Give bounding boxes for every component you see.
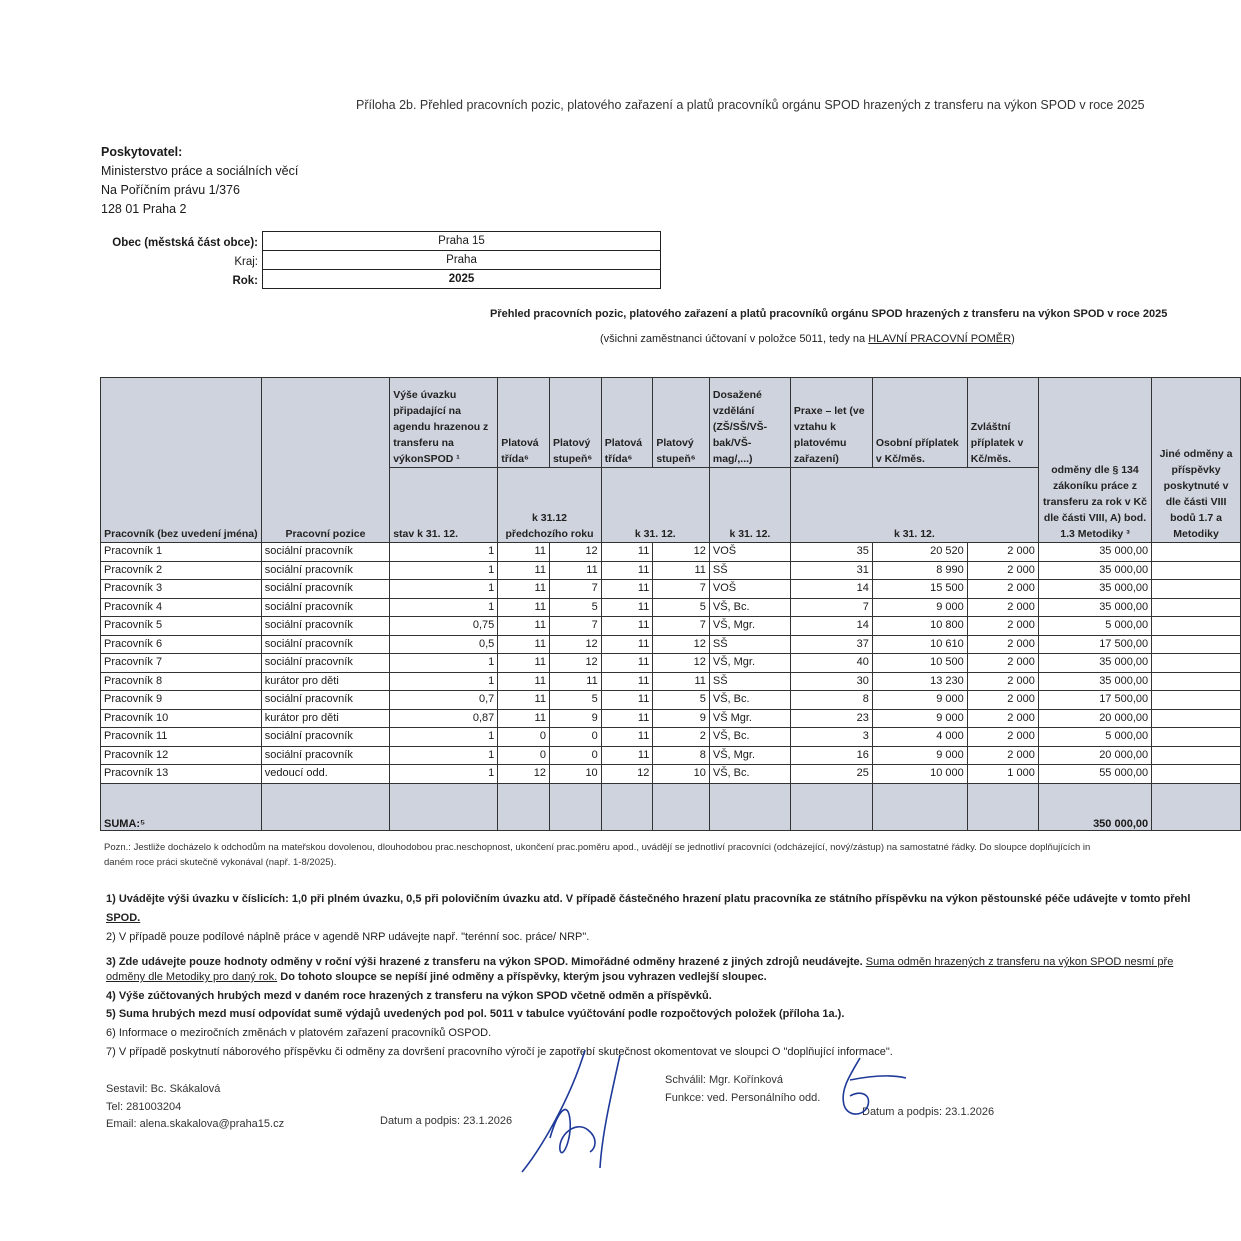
uvazek-cell: 1: [390, 728, 498, 747]
position-cell: sociální pracovník: [261, 580, 389, 599]
stupen-prev-cell: 10: [549, 765, 601, 784]
header-vzdelani: Dosažené vzdělání (ZŠ/SŠ/VŠ-bak/VŠ-mag/,...): [709, 378, 790, 468]
jine-cell: [1152, 561, 1241, 580]
praxe-cell: 23: [790, 709, 872, 728]
sum-cell: [390, 783, 498, 830]
vzdelani-cell: VŠ, Mgr.: [709, 654, 790, 673]
odmeny-cell: 5 000,00: [1038, 617, 1151, 636]
rok-value: 2025: [262, 269, 661, 289]
stupen-prev-cell: 0: [549, 728, 601, 747]
vzdelani-cell: SŠ: [709, 561, 790, 580]
provider-line-2: Na Poříčním právu 1/376: [101, 183, 240, 197]
jine-cell: [1152, 580, 1241, 599]
position-cell: sociální pracovník: [261, 746, 389, 765]
position-cell: vedoucí odd.: [261, 765, 389, 784]
odmeny-cell: 35 000,00: [1038, 561, 1151, 580]
stupen-cur-cell: 11: [653, 672, 710, 691]
vzdelani-cell: VOŠ: [709, 580, 790, 599]
header-zvlastni: Zvláštní příplatek v Kč/měs.: [967, 378, 1038, 468]
zvlastni-cell: 2 000: [967, 635, 1038, 654]
odmeny-cell: 20 000,00: [1038, 709, 1151, 728]
footnote-3c: odměny dle Metodiky pro daný rok.: [106, 971, 278, 983]
header-jine: Jiné odměny a příspěvky poskytnuté v dle části VIII bodů 1.7 a Metodiky: [1152, 378, 1241, 543]
sum-cell: [601, 783, 653, 830]
odmeny-cell: 35 000,00: [1038, 598, 1151, 617]
praxe-cell: 3: [790, 728, 872, 747]
stupen-prev-cell: 12: [549, 543, 601, 562]
vzdelani-cell: VŠ, Mgr.: [709, 617, 790, 636]
sum-cell: [498, 783, 550, 830]
trida-cur-cell: 12: [601, 765, 653, 784]
schvalil-funkce: Funkce: ved. Personálního odd.: [665, 1092, 821, 1104]
vzdelani-cell: VŠ, Bc.: [709, 728, 790, 747]
odmeny-cell: 35 000,00: [1038, 654, 1151, 673]
jine-cell: [1152, 598, 1241, 617]
sum-cell: [549, 783, 601, 830]
header-uvazek-sub: stav k 31. 12.: [390, 468, 498, 543]
note-line-2: daném roce práci skutečně vykonával (např. 1-8/2025).: [104, 857, 337, 868]
stupen-cur-cell: 11: [653, 561, 710, 580]
uvazek-cell: 0,75: [390, 617, 498, 636]
header-uvazek: Výše úvazku připadající na agendu hrazenou z transferu na výkonSPOD ¹: [390, 378, 498, 468]
sestavil: Sestavil: Bc. Skákalová: [106, 1083, 221, 1095]
odmeny-cell: 35 000,00: [1038, 543, 1151, 562]
trida-cur-cell: 11: [601, 580, 653, 599]
worker-cell: Pracovník 4: [101, 598, 262, 617]
note-line-1: Pozn.: Jestliže docházelo k odchodům na mateřskou dovolenou, dlouhodobou prac.neschopnost, ukončení prac.poměru apod., uvádějí se jednotliví pracovníci (odcházející, nový/zástup) na samostatné řádky. Do sloupce doplňujících in: [104, 842, 1091, 853]
footnote-3-cont: [106, 971, 767, 983]
header-group-sub: k 31. 12.: [790, 468, 1038, 543]
zvlastni-cell: 2 000: [967, 598, 1038, 617]
jine-cell: [1152, 709, 1241, 728]
odmeny-cell: 20 000,00: [1038, 746, 1151, 765]
odmeny-cell: 35 000,00: [1038, 672, 1151, 691]
trida-cur-cell: 11: [601, 709, 653, 728]
uvazek-cell: 1: [390, 580, 498, 599]
zvlastni-cell: 2 000: [967, 746, 1038, 765]
staff-table: [100, 377, 1241, 831]
signature-2-icon: [830, 1050, 920, 1130]
provider-line-3: 128 01 Praha 2: [101, 202, 187, 216]
trida-prev-cell: 11: [498, 635, 550, 654]
trida-prev-cell: 0: [498, 746, 550, 765]
zvlastni-cell: 2 000: [967, 543, 1038, 562]
praxe-cell: 16: [790, 746, 872, 765]
table-row: [101, 709, 1241, 728]
osobni-cell: 10 000: [872, 765, 967, 784]
trida-cur-cell: 11: [601, 561, 653, 580]
sestavil-tel: Tel: 281003204: [106, 1101, 182, 1113]
worker-cell: Pracovník 8: [101, 672, 262, 691]
zvlastni-cell: 2 000: [967, 728, 1038, 747]
jine-cell: [1152, 746, 1241, 765]
table-title: Přehled pracovních pozic, platového zařazení a platů pracovníků orgánu SPOD hrazených z transferu na výkon SPOD v roce 2025: [490, 308, 1168, 320]
jine-cell: [1152, 728, 1241, 747]
footnote-7: 7) V případě poskytnutí náborového příspěvku či odměny za dovršení pracovního výročí je zapotřebí skutečnost okomentovat ve sloupci O "doplňující informace".: [106, 1046, 893, 1058]
vzdelani-cell: VOŠ: [709, 543, 790, 562]
position-cell: sociální pracovník: [261, 654, 389, 673]
signature-1-icon: [510, 1040, 660, 1180]
sum-cell: [790, 783, 872, 830]
trida-prev-cell: 11: [498, 691, 550, 710]
jine-cell: [1152, 691, 1241, 710]
trida-cur-cell: 11: [601, 672, 653, 691]
provider-line-1: Ministerstvo práce a sociálních věcí: [101, 164, 299, 178]
praxe-cell: 30: [790, 672, 872, 691]
stupen-prev-cell: 9: [549, 709, 601, 728]
praxe-cell: 37: [790, 635, 872, 654]
header-vzdelani-sub: k 31. 12.: [709, 468, 790, 543]
vzdelani-cell: VŠ, Mgr.: [709, 746, 790, 765]
stupen-prev-cell: 11: [549, 561, 601, 580]
jine-cell: [1152, 765, 1241, 784]
osobni-cell: 10 610: [872, 635, 967, 654]
vzdelani-cell: VŠ Mgr.: [709, 709, 790, 728]
header-osobni: Osobní příplatek v Kč/měs.: [872, 378, 967, 468]
position-cell: kurátor pro děti: [261, 672, 389, 691]
stupen-cur-cell: 2: [653, 728, 710, 747]
sum-cell: [1152, 783, 1241, 830]
position-cell: sociální pracovník: [261, 635, 389, 654]
uvazek-cell: 1: [390, 598, 498, 617]
footnote-1: 1) Uvádějte výši úvazku v číslicích: 1,0 při plném úvazku, 0,5 při polovičním úvazku atd. V případě částečného hrazení platu pracovníka ze státního příspěvku na výkon pěstounské péče udávejte v tomto přehl: [106, 893, 1191, 905]
kraj-value: Praha: [262, 250, 661, 270]
worker-cell: Pracovník 2: [101, 561, 262, 580]
header-odmeny: odměny dle § 134 zákoníku práce z transferu za rok v Kč dle části VIII, A) bod. 1.3 Metodiky ³: [1038, 378, 1151, 543]
zvlastni-cell: 2 000: [967, 672, 1038, 691]
stupen-prev-cell: 11: [549, 672, 601, 691]
trida-prev-cell: 11: [498, 561, 550, 580]
trida-cur-cell: 11: [601, 654, 653, 673]
worker-cell: Pracovník 10: [101, 709, 262, 728]
vzdelani-cell: VŠ, Bc.: [709, 691, 790, 710]
table-row: [101, 617, 1241, 636]
zvlastni-cell: 2 000: [967, 709, 1038, 728]
osobni-cell: 13 230: [872, 672, 967, 691]
uvazek-cell: 1: [390, 672, 498, 691]
vzdelani-cell: SŠ: [709, 672, 790, 691]
trida-prev-cell: 11: [498, 543, 550, 562]
worker-cell: Pracovník 9: [101, 691, 262, 710]
table-row: [101, 672, 1241, 691]
zvlastni-cell: 2 000: [967, 691, 1038, 710]
uvazek-cell: 1: [390, 746, 498, 765]
osobni-cell: 8 990: [872, 561, 967, 580]
table-row: [101, 598, 1241, 617]
stupen-prev-cell: 5: [549, 598, 601, 617]
sum-cell: [967, 783, 1038, 830]
worker-cell: Pracovník 5: [101, 617, 262, 636]
trida-cur-cell: 11: [601, 635, 653, 654]
trida-cur-cell: 11: [601, 691, 653, 710]
footnote-5: 5) Suma hrubých mezd musí odpovídat sumě výdajů uvedených pod pol. 5011 v tabulce vyúčtování podle rozpočtových položek (příloha 1a.).: [106, 1008, 845, 1020]
schvalil: Schválil: Mgr. Kořínková: [665, 1074, 783, 1086]
trida-prev-cell: 11: [498, 617, 550, 636]
zvlastni-cell: 1 000: [967, 765, 1038, 784]
sum-cell: [709, 783, 790, 830]
datum-podpis-2: Datum a podpis: 23.1.2026: [862, 1106, 995, 1118]
jine-cell: [1152, 672, 1241, 691]
uvazek-cell: 0,7: [390, 691, 498, 710]
uvazek-cell: 1: [390, 543, 498, 562]
worker-cell: Pracovník 3: [101, 580, 262, 599]
trida-prev-cell: 11: [498, 654, 550, 673]
osobni-cell: 9 000: [872, 709, 967, 728]
osobni-cell: 9 000: [872, 598, 967, 617]
sum-cell: [872, 783, 967, 830]
praxe-cell: 40: [790, 654, 872, 673]
position-cell: sociální pracovník: [261, 617, 389, 636]
position-cell: sociální pracovník: [261, 543, 389, 562]
stupen-prev-cell: 5: [549, 691, 601, 710]
praxe-cell: 35: [790, 543, 872, 562]
stupen-cur-cell: 9: [653, 709, 710, 728]
osobni-cell: 10 800: [872, 617, 967, 636]
vzdelani-cell: VŠ, Bc.: [709, 598, 790, 617]
header-cur-sub: k 31. 12.: [601, 468, 709, 543]
rok-label: Rok:: [232, 275, 258, 287]
odmeny-cell: 5 000,00: [1038, 728, 1151, 747]
trida-prev-cell: 11: [498, 709, 550, 728]
uvazek-cell: 0,87: [390, 709, 498, 728]
zvlastni-cell: 2 000: [967, 561, 1038, 580]
odmeny-cell: 35 000,00: [1038, 580, 1151, 599]
table-row: [101, 691, 1241, 710]
datum-podpis-1: Datum a podpis: 23.1.2026: [380, 1115, 513, 1127]
trida-cur-cell: 11: [601, 598, 653, 617]
table-row: [101, 580, 1241, 599]
praxe-cell: 25: [790, 765, 872, 784]
worker-cell: Pracovník 11: [101, 728, 262, 747]
worker-cell: Pracovník 1: [101, 543, 262, 562]
odmeny-cell: 17 500,00: [1038, 691, 1151, 710]
praxe-cell: 7: [790, 598, 872, 617]
stupen-cur-cell: 10: [653, 765, 710, 784]
table-row: [101, 543, 1241, 562]
uvazek-cell: 1: [390, 765, 498, 784]
subtitle-prefix: (všichni zaměstnanci účtovaní v položce 5011, tedy na: [600, 333, 869, 345]
stupen-cur-cell: 5: [653, 691, 710, 710]
praxe-cell: 8: [790, 691, 872, 710]
praxe-cell: 14: [790, 580, 872, 599]
stupen-prev-cell: 0: [549, 746, 601, 765]
praxe-cell: 31: [790, 561, 872, 580]
position-cell: sociální pracovník: [261, 561, 389, 580]
table-row: [101, 654, 1241, 673]
worker-cell: Pracovník 12: [101, 746, 262, 765]
sum-odmeny: 350 000,00: [1038, 783, 1151, 830]
obec-label: Obec (městská část obce):: [112, 237, 258, 249]
worker-cell: Pracovník 13: [101, 765, 262, 784]
footnote-6: 6) Informace o meziročních změnách v platovém zařazení pracovníků OSPOD.: [106, 1027, 492, 1039]
sum-cell: [261, 783, 389, 830]
vzdelani-cell: VŠ, Bc.: [709, 765, 790, 784]
position-cell: kurátor pro děti: [261, 709, 389, 728]
header-stupen-cur: Platový stupeň⁶: [653, 378, 710, 468]
stupen-cur-cell: 5: [653, 598, 710, 617]
stupen-cur-cell: 12: [653, 654, 710, 673]
stupen-prev-cell: 12: [549, 635, 601, 654]
position-cell: sociální pracovník: [261, 691, 389, 710]
header-worker: Pracovník (bez uvedení jména): [101, 378, 262, 543]
osobni-cell: 20 520: [872, 543, 967, 562]
footnote-4: 4) Výše zúčtovaných hrubých mezd v daném roce hrazených z transferu na výkon SPOD včetně odměn a příspěvků.: [106, 990, 712, 1002]
header-prev-sub: k 31.12 předchozího roku: [498, 468, 601, 543]
header-position: Pracovní pozice: [261, 378, 389, 543]
osobni-cell: 9 000: [872, 691, 967, 710]
footnote-3b: Suma odměn hrazených z transferu na výkon SPOD nesmí pře: [865, 956, 1174, 968]
osobni-cell: 9 000: [872, 746, 967, 765]
uvazek-cell: 1: [390, 654, 498, 673]
jine-cell: [1152, 654, 1241, 673]
stupen-cur-cell: 7: [653, 617, 710, 636]
position-cell: sociální pracovník: [261, 598, 389, 617]
footnote-2: 2) V případě pouze podílové náplně práce v agendě NRP udávejte např. "terénní soc. práce/ NRP".: [106, 931, 590, 943]
page-title: Příloha 2b. Přehled pracovních pozic, platového zařazení a platů pracovníků orgánu SPOD hrazených z transferu na výkon SPOD v roce 2025: [356, 98, 1145, 112]
header-trida-prev: Platová třída⁶: [498, 378, 550, 468]
osobni-cell: 4 000: [872, 728, 967, 747]
zvlastni-cell: 2 000: [967, 654, 1038, 673]
worker-cell: Pracovník 6: [101, 635, 262, 654]
uvazek-cell: 0,5: [390, 635, 498, 654]
table-row: [101, 728, 1241, 747]
sum-cell: [653, 783, 710, 830]
kraj-label: Kraj:: [234, 256, 258, 268]
trida-cur-cell: 11: [601, 617, 653, 636]
stupen-prev-cell: 12: [549, 654, 601, 673]
jine-cell: [1152, 617, 1241, 636]
stupen-cur-cell: 12: [653, 635, 710, 654]
table-subtitle: [600, 333, 1015, 345]
trida-prev-cell: 11: [498, 598, 550, 617]
vzdelani-cell: SŠ: [709, 635, 790, 654]
osobni-cell: 15 500: [872, 580, 967, 599]
sum-label: SUMA:⁵: [101, 783, 262, 830]
footnote-3d: Do tohoto sloupce se nepíší jiné odměny a příspěvky, kterým jsou vyhrazen vedlejší sloupec.: [277, 971, 767, 983]
trida-prev-cell: 12: [498, 765, 550, 784]
provider-heading: Poskytovatel:: [101, 145, 183, 159]
header-trida-cur: Platová třída⁶: [601, 378, 653, 468]
osobni-cell: 10 500: [872, 654, 967, 673]
table-row: [101, 635, 1241, 654]
jine-cell: [1152, 543, 1241, 562]
odmeny-cell: 17 500,00: [1038, 635, 1151, 654]
obec-value: Praha 15: [262, 231, 661, 251]
table-row: [101, 765, 1241, 784]
header-stupen-prev: Platový stupeň⁶: [549, 378, 601, 468]
header-praxe: Praxe – let (ve vztahu k platovému zařazení): [790, 378, 872, 468]
praxe-cell: 14: [790, 617, 872, 636]
stupen-cur-cell: 8: [653, 746, 710, 765]
stupen-cur-cell: 7: [653, 580, 710, 599]
trida-prev-cell: 11: [498, 672, 550, 691]
footnote-1b: SPOD.: [106, 912, 141, 924]
trida-cur-cell: 11: [601, 728, 653, 747]
odmeny-cell: 55 000,00: [1038, 765, 1151, 784]
footnote-3a: 3) Zde udávejte pouze hodnoty odměny v roční výši hrazené z transferu na výkon SPOD. Mimořádné odměny hrazené z jiných zdrojů neudávejte.: [106, 956, 866, 968]
sestavil-email: Email: alena.skakalova@praha15.cz: [106, 1118, 285, 1130]
zvlastni-cell: 2 000: [967, 580, 1038, 599]
zvlastni-cell: 2 000: [967, 617, 1038, 636]
trida-prev-cell: 11: [498, 580, 550, 599]
stupen-cur-cell: 12: [653, 543, 710, 562]
table-row: [101, 746, 1241, 765]
trida-cur-cell: 11: [601, 543, 653, 562]
trida-prev-cell: 0: [498, 728, 550, 747]
subtitle-suffix: ): [1011, 333, 1015, 345]
table-row: [101, 561, 1241, 580]
jine-cell: [1152, 635, 1241, 654]
stupen-prev-cell: 7: [549, 617, 601, 636]
position-cell: sociální pracovník: [261, 728, 389, 747]
footnote-3: [106, 956, 1173, 968]
sum-row: [101, 783, 1241, 830]
uvazek-cell: 1: [390, 561, 498, 580]
worker-cell: Pracovník 7: [101, 654, 262, 673]
stupen-prev-cell: 7: [549, 580, 601, 599]
subtitle-emphasis: HLAVNÍ PRACOVNÍ POMĚR: [868, 333, 1012, 345]
trida-cur-cell: 11: [601, 746, 653, 765]
